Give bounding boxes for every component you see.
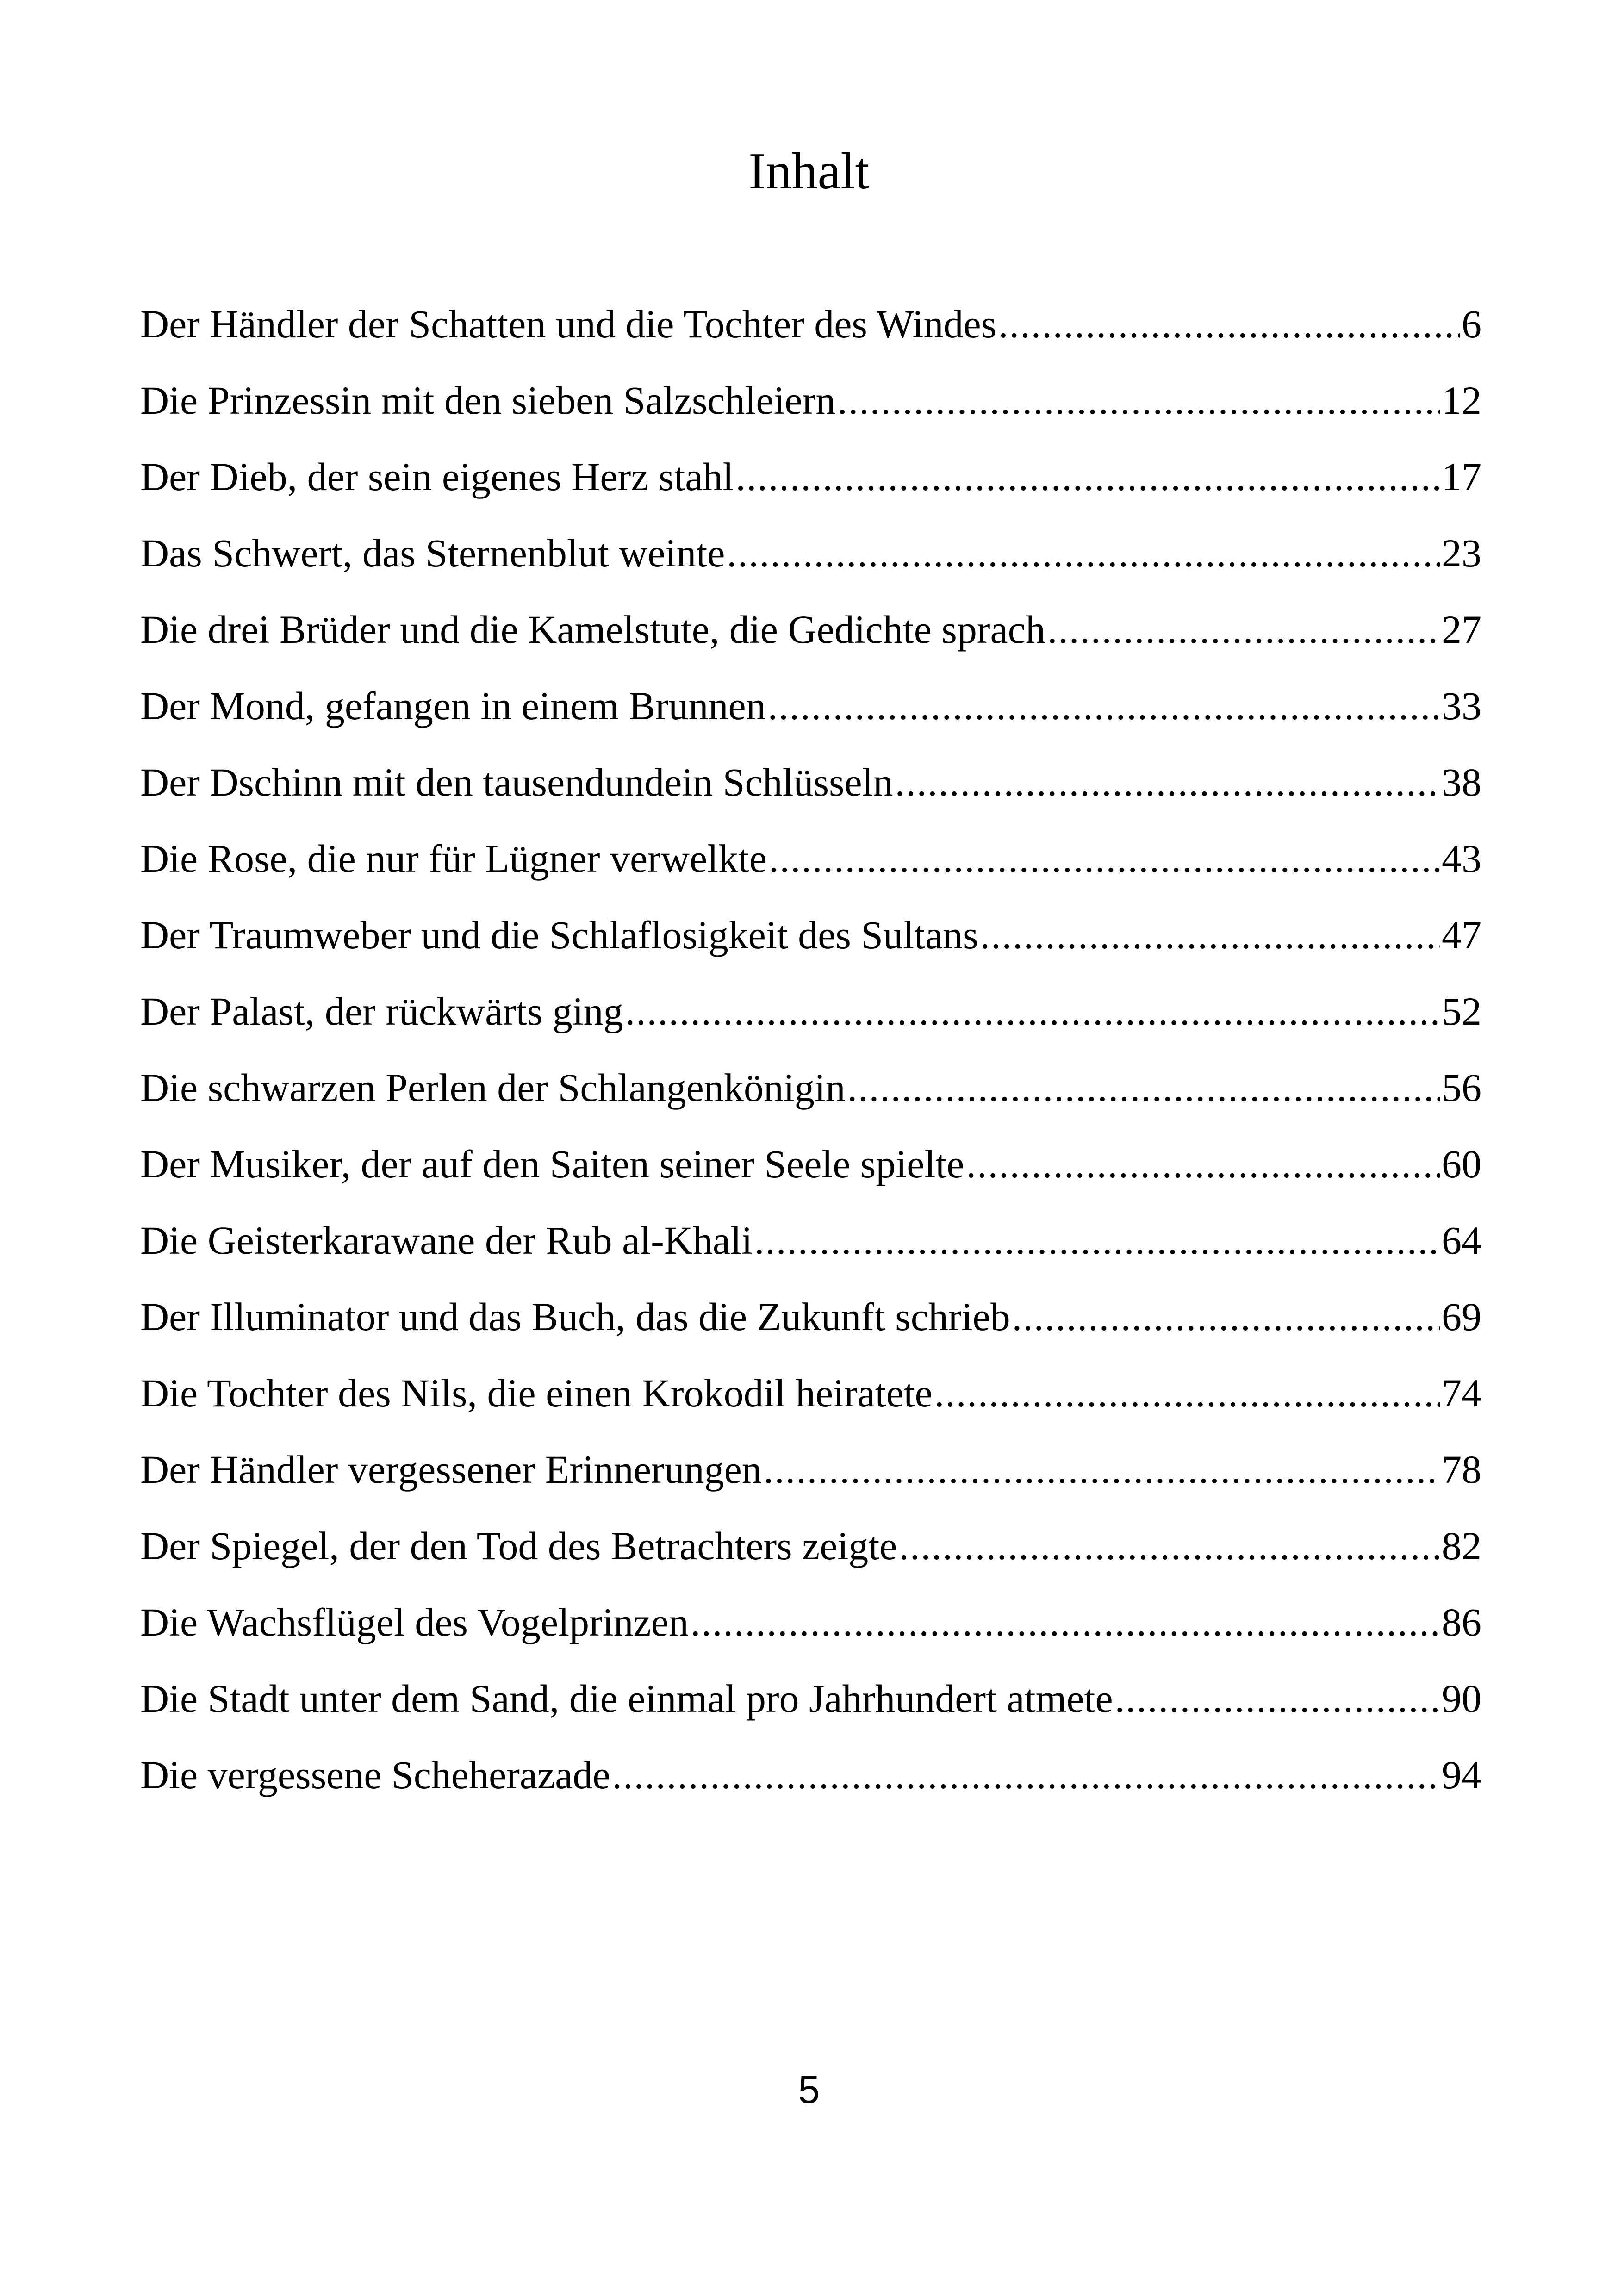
toc-dot-leader bbox=[735, 447, 1440, 507]
toc-entry-page: 6 bbox=[1462, 302, 1481, 346]
toc-entry-page: 60 bbox=[1442, 1142, 1481, 1186]
toc-dot-leader bbox=[768, 676, 1440, 736]
toc-entry-page: 64 bbox=[1442, 1218, 1481, 1263]
toc-entry bbox=[140, 294, 1481, 370]
toc-entry-page: 90 bbox=[1442, 1676, 1481, 1721]
toc-entry-title: Die Tochter des Nils, die einen Krokodil heiratete bbox=[140, 1371, 933, 1415]
toc-dot-leader bbox=[966, 1134, 1440, 1194]
toc-entry-title: Der Spiegel, der den Tod des Betrachters zeigte bbox=[140, 1524, 897, 1568]
toc-entry bbox=[140, 1058, 1481, 1134]
toc-dot-leader bbox=[837, 370, 1440, 430]
toc-dot-leader bbox=[998, 294, 1460, 354]
toc-entry bbox=[140, 1592, 1481, 1668]
toc-entry-title: Der Mond, gefangen in einem Brunnen bbox=[140, 684, 766, 728]
toc-entry-page: 38 bbox=[1442, 760, 1481, 804]
toc-entry-title: Die Rose, die nur für Lügner verwelkte bbox=[140, 836, 767, 881]
toc-dot-leader bbox=[934, 1363, 1440, 1423]
toc-dot-leader bbox=[847, 1058, 1440, 1118]
toc-dot-leader bbox=[727, 523, 1440, 583]
toc-entry-title: Der Händler vergessener Erinnerungen bbox=[140, 1447, 762, 1492]
toc-entry bbox=[140, 1516, 1481, 1592]
toc-dot-leader bbox=[1115, 1668, 1440, 1729]
toc-entry bbox=[140, 1210, 1481, 1287]
toc-entry-page: 78 bbox=[1442, 1447, 1481, 1492]
toc-entry-title: Die Stadt unter dem Sand, die einmal pro Jahrhundert atmete bbox=[140, 1676, 1113, 1721]
toc-entry-title: Die vergessene Scheherazade bbox=[140, 1753, 610, 1797]
page-number: 5 bbox=[798, 2068, 820, 2111]
toc-dot-leader bbox=[1047, 599, 1440, 660]
toc-entry bbox=[140, 905, 1481, 981]
toc-entry bbox=[140, 1134, 1481, 1210]
toc-entry-title: Die Wachsflügel des Vogelprinzen bbox=[140, 1600, 689, 1644]
toc-entry-page: 82 bbox=[1442, 1524, 1481, 1568]
toc-entry-title: Der Traumweber und die Schlaflosigkeit des Sultans bbox=[140, 913, 978, 957]
toc-dot-leader bbox=[691, 1592, 1440, 1652]
toc-entry bbox=[140, 1287, 1481, 1363]
toc-dot-leader bbox=[754, 1210, 1440, 1270]
toc-entry-page: 47 bbox=[1442, 913, 1481, 957]
toc-entry-page: 56 bbox=[1442, 1065, 1481, 1110]
toc-dot-leader bbox=[980, 905, 1440, 965]
toc-entry bbox=[140, 523, 1481, 599]
toc-entry-page: 17 bbox=[1442, 454, 1481, 499]
toc-entry-title: Die Geisterkarawane der Rub al-Khali bbox=[140, 1218, 753, 1263]
toc-entry bbox=[140, 752, 1481, 828]
toc-entry-page: 86 bbox=[1442, 1600, 1481, 1644]
toc-entry-title: Der Musiker, der auf den Saiten seiner Seele spielte bbox=[140, 1142, 965, 1186]
toc-entry-title: Die Prinzessin mit den sieben Salzschleiern bbox=[140, 378, 836, 423]
table-of-contents bbox=[140, 294, 1481, 1821]
toc-entry-title: Der Palast, der rückwärts ging bbox=[140, 989, 623, 1033]
toc-entry-page: 27 bbox=[1442, 607, 1481, 652]
toc-dot-leader bbox=[895, 752, 1440, 812]
toc-entry-page: 52 bbox=[1442, 989, 1481, 1033]
toc-entry-page: 33 bbox=[1442, 684, 1481, 728]
toc-entry bbox=[140, 828, 1481, 905]
toc-entry-title: Der Händler der Schatten und die Tochter des Windes bbox=[140, 302, 997, 346]
toc-dot-leader bbox=[625, 981, 1440, 1041]
toc-entry-title: Der Dieb, der sein eigenes Herz stahl bbox=[140, 454, 734, 499]
toc-entry-title: Der Dschinn mit den tausendundein Schlüsseln bbox=[140, 760, 893, 804]
toc-entry-page: 69 bbox=[1442, 1294, 1481, 1339]
toc-dot-leader bbox=[1012, 1287, 1440, 1347]
toc-entry-title: Die drei Brüder und die Kamelstute, die Gedichte sprach bbox=[140, 607, 1045, 652]
toc-entry-page: 74 bbox=[1442, 1371, 1481, 1415]
toc-entry-page: 23 bbox=[1442, 531, 1481, 575]
toc-entry-page: 43 bbox=[1442, 836, 1481, 881]
toc-entry bbox=[140, 599, 1481, 676]
toc-entry-page: 94 bbox=[1442, 1753, 1481, 1797]
toc-entry-title: Der Illuminator und das Buch, das die Zukunft schrieb bbox=[140, 1294, 1010, 1339]
toc-entry-title: Die schwarzen Perlen der Schlangenkönigin bbox=[140, 1065, 846, 1110]
toc-entry-page: 12 bbox=[1442, 378, 1481, 423]
toc-entry bbox=[140, 676, 1481, 752]
toc-dot-leader bbox=[769, 828, 1440, 889]
page-title: Inhalt bbox=[748, 143, 870, 200]
toc-dot-leader bbox=[764, 1439, 1440, 1500]
toc-entry-title: Das Schwert, das Sternenblut weinte bbox=[140, 531, 725, 575]
toc-entry bbox=[140, 1745, 1481, 1821]
toc-entry bbox=[140, 447, 1481, 523]
toc-entry bbox=[140, 1363, 1481, 1439]
toc-entry bbox=[140, 1439, 1481, 1516]
toc-entry bbox=[140, 370, 1481, 447]
toc-dot-leader bbox=[899, 1516, 1440, 1576]
toc-dot-leader bbox=[612, 1745, 1440, 1805]
toc-entry bbox=[140, 1668, 1481, 1745]
toc-entry bbox=[140, 981, 1481, 1058]
